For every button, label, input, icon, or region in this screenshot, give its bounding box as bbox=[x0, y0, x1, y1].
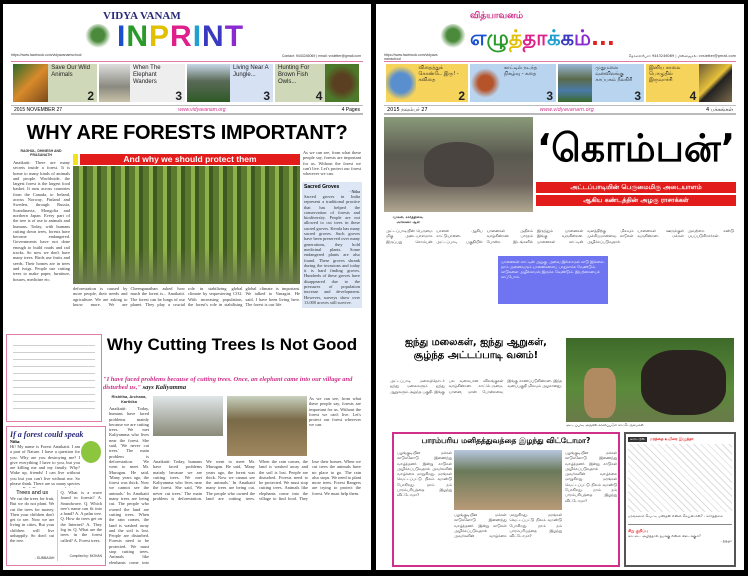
teaser-4[interactable] bbox=[275, 64, 359, 102]
teaser-3[interactable] bbox=[558, 64, 644, 102]
newsletter-title bbox=[470, 24, 615, 52]
byline-2: Rishitha, Archana, Karthika bbox=[111, 394, 147, 404]
title-letter: க bbox=[560, 26, 575, 50]
box-text: Sacred groves in India represent a traditional practice that has helped the conservation of forests and biodiversity. People are not allowed to cut trees in these sacred groves. Kerala has many sacred groves. Such groves have been preserved over many generations, they hold medicinal plants. Some endangered plants are also found. These groves shrank during the invasions and today it is hard finding groves. Hundreds of these groves have disappeared due to the pressures of population increase and development. However, surveys show over 13,000 groves still survive. bbox=[304, 194, 360, 304]
title-letter: தா bbox=[522, 26, 548, 50]
quiz bbox=[57, 490, 102, 561]
cartoon-drawing bbox=[628, 444, 732, 512]
byline: RAGHUL, DHINESH AND PRASANATH bbox=[20, 149, 62, 157]
jungle-photo bbox=[187, 64, 230, 102]
deforested-hills-photo bbox=[454, 450, 562, 510]
article-column: பழங்குடியின மக்கள் காடுகளோடு இணைந்து வாழ்ந்தனர். இன்று காடுகள் அழிக்கப்படுவதால் அவர்களின் வாழ்க்கை மாறுகிறது. மரங்கள் வெட்டப்பட்டு நிலம் வறண்டு போகிறது. நாம் நம் பாரம்பரியத்தை இழந்து விட்டோமா? bbox=[565, 450, 617, 503]
website-link[interactable]: www.vidyavanam.org bbox=[178, 106, 226, 113]
teaser-label: இனிய காலை பொழுதில் இருவாச்சி bbox=[649, 65, 681, 83]
quiz-credit: Compiled by: MOHAN bbox=[69, 554, 102, 558]
cartoon-box bbox=[624, 432, 736, 567]
teaser-page: 2 bbox=[87, 89, 94, 102]
quote-attribution: says Kaliyamma bbox=[142, 383, 187, 391]
mudumalai-photo bbox=[558, 64, 592, 102]
brand-name: VIDYA VANAM bbox=[103, 10, 181, 22]
headline-2: Why Cutting Trees Is Not Good bbox=[106, 335, 358, 354]
article-columns: அட்டப்பாடி மலைத்தொடர் ஐந்து மலைகளும் ஐந்து ஆறுகளும் சூழ்ந்த பகுதி. இங்கு பல வகையான விலங்குகள் வாழ்கின்றன. காட்டெருமை, யானை, மான் போன்றவை இங்கு காணப்படுகின்றன. இந்த வனப்பகுதி மிகவும் அழகானது. bbox=[390, 378, 562, 394]
title-letter: ம் bbox=[574, 26, 591, 50]
box-text: Hi! My name is Forest Anaikatti. I am a part of Nature. I have a question for you. Why are you destroying me? I give everything I have to you, but you are killing me and my family. Why? Wake up, friends! I can live without you but you can't live without me. So please think. There are so many species bbox=[10, 444, 80, 487]
pull-quote bbox=[103, 376, 361, 391]
article-columns: பழங்குடியின மக்கள் காடுகளோடு இணைந்து வாழ்ந்தனர். இன்று காடுகள் அழிக்கப்படுவதால் அவர்களின் வாழ்க்கை மாறுகிறது. மரங்கள் வெட்டப்பட்டு நிலம் வறண்டு போகிறது. நாம் நம் பாரம்பரியத்தை இழந்து விட்டோமா? bbox=[454, 512, 562, 539]
date-bar bbox=[384, 105, 736, 115]
article-columns: அட்டப்பாடியின் பெருமை மிகு அடையாளமாக இருப்பது கொம்பன் யானை ஆகிய காட்டுயானை. அட்டப்பாடி பகுதியில் யானைகள் அதிகம் வாழ்கின்றன. பாரதம் போன்ற இடங்களில் இருந்தும் யானைகள் இங்கு வருகின்றன. யானைகள் காட்டின் வளத்திற்கு மிகவும் முக்கியமானவை. காடுகள் அழிக்கப்படுவதால் யானைகள் ஊருக்குள் வருகின்றன. மக்கள் அவற்றை கண்டு பயப்படுகிறார்கள். bbox=[386, 228, 734, 244]
title-letter: ழு bbox=[486, 26, 509, 50]
title-letter: R bbox=[170, 20, 193, 53]
teaser-page: 3 bbox=[263, 89, 270, 102]
poem-title: Trees and us bbox=[16, 490, 49, 496]
gaur-photo bbox=[566, 338, 734, 422]
teaser-label: விதைத்துக் கொண்டே இரு! - கவிதை bbox=[418, 65, 459, 83]
teaser-page: 3 bbox=[634, 89, 641, 102]
tiger-photo bbox=[13, 64, 48, 102]
english-page bbox=[3, 4, 371, 570]
cartoon-tag: கார்ட்டூன் bbox=[630, 436, 645, 441]
website-link[interactable]: www.vidyavanam.org bbox=[539, 106, 594, 113]
forest-photo bbox=[73, 166, 300, 284]
facebook-link[interactable]: https://www.facebook.com/vidyavanamschool bbox=[11, 53, 82, 57]
title-letter: க் bbox=[547, 26, 561, 50]
teaser-3[interactable] bbox=[187, 64, 273, 102]
title-letter: T bbox=[224, 20, 245, 53]
title-letter: P bbox=[149, 20, 171, 53]
contact-info: தொலைபேசி: 9443246069 | மின்னஞ்சல்: vvsletter@gmail.com bbox=[628, 54, 736, 58]
issue-date: 2015 நவம்பர் 27 bbox=[387, 106, 428, 113]
article-column: Anaikatti: Today, humans have faced problems mainly because we are cutting trees. We met Kaliyamma who lives near the forest. She said, 'We never cut trees.' The main problem is deforestation. We went to meet Mr. Murugan. He said, 'Many years ago, the forest was thick. Now we cannot see the animals.' In Anaikatti many trees are being cut. The people who owned the land are cutting trees. When the rain comes, the land is washed away and the soil is lost. People are disturbed. Forests need to be protected. We must stop cutting trees. Animals like elephants come into bbox=[109, 406, 149, 564]
cartoon-caption: மரங்களை வெட்டி மனிதன் என்ன செய்கிறான்? - கார்த்திகை bbox=[628, 514, 723, 518]
contact-info: Contact: 9443246069 | email: vvsletter@gmail.com bbox=[281, 54, 361, 58]
brand-name: வித்யாவனம் bbox=[470, 11, 524, 21]
box-title: பாரம்பரிய மனிதத்துவத்தை இழந்து விட்டோமா? bbox=[421, 436, 591, 445]
newsletter-title bbox=[117, 22, 244, 52]
teaser-2[interactable] bbox=[470, 64, 556, 102]
title-letter: N bbox=[202, 20, 225, 53]
elephant-photo bbox=[384, 117, 533, 212]
poem bbox=[10, 490, 54, 561]
note-tag: சிறு குறிப்பு bbox=[628, 528, 648, 533]
elephant-photo bbox=[99, 64, 130, 102]
highlight-box: யானைகள் காட்டின் அழகு. அவை இல்லாமல் காடு இல்லை. நாம் அனைவரும் யானைகளைப் பாதுகாக்க வேண்டும். காடுகளை அழிக்காமல் இருக்க வேண்டும். இயற்கையைக் காப்போம். bbox=[498, 256, 608, 304]
title-letter: N bbox=[126, 20, 150, 53]
title-letter: I bbox=[117, 20, 127, 53]
teaser-label: Save Our Wild Animals bbox=[51, 65, 90, 78]
subhead-banner: அட்டப்பாடியின் பெருமைமிகு அடையாளம் bbox=[536, 182, 736, 193]
teaser-page: 3 bbox=[175, 89, 182, 102]
quote-text: "I have faced problems because of cutting trees. Once, an elephant came into our village and disturbed us," bbox=[103, 376, 353, 391]
cut-trees-photo bbox=[227, 396, 307, 456]
article-columns: Anaikatti: Today, humans have faced problems mainly because we are cutting trees. We met Kaliyamma who lives near the forest. She said, 'We never cut trees.' The main problem is deforestation. We went to meet Mr. Murugan. He said, 'Many years ago, the forest was thick. Now we cannot see the animals.' In Anaikatti many trees are being cut. The people who owned the land are cutting trees. When the rain comes, the land is washed away and the soil is lost. People are disturbed. Forests need to be protected. We must stop cutting trees. Animals like elephants come into the village to find food. They lose their homes. When we cut trees the animals have no place to go. The rain also stops. We need to plant more trees. Forest Rangers are trying to protect the forest. We must help them. bbox=[153, 459, 361, 502]
cartoon-title: மரத்தை உயிரை இழுத்தா bbox=[649, 436, 694, 441]
article-columns: deforestation is caused by more people, their needs and agriculture. We are asking to know more. We are Cheenganathan asked how much the forest is... Anaikatti. The forest can be lungs of our planet. They play a crucial role in stabilizing global climate by sequestering CO2. With increasing population, the forest's role in stabilising global climate is important. We talked to Vanagiri. He said, I have been living here. The forest is our life. bbox=[73, 286, 300, 307]
headline: WHY ARE FORESTS IMPORTANT? bbox=[26, 122, 348, 144]
drawing-box bbox=[6, 334, 102, 422]
teaser-1[interactable] bbox=[386, 64, 468, 102]
teaser-1[interactable] bbox=[13, 64, 97, 102]
title-letter: த் bbox=[508, 26, 523, 50]
box-title: Sacred Groves bbox=[304, 184, 340, 190]
headline-2: ஐந்து மலைகள், ஐந்து ஆறுகள், சூழ்ந்த அட்டப்பாடி வனம்! bbox=[405, 337, 547, 361]
child-drawing bbox=[13, 341, 95, 415]
photo-caption: அட்டப்பாடி அருகில் காணப்படும் காட்டெருமைகள் bbox=[566, 423, 644, 427]
teaser-2[interactable] bbox=[99, 64, 185, 102]
title-letter: எ bbox=[470, 26, 487, 50]
teaser-label: காட்டில் நடந்த நிகழ்வு - கதை bbox=[503, 65, 538, 77]
title-letter: ... bbox=[590, 26, 615, 50]
article-column: Anaikatti: There are many secrets inside a forest. It is home to many kinds of animals and people. Worldwide, the largest forest is the largest food basket. It runs across countries from the Canada, to Ireland, across Norway, Finland and Sweden, through Russia, Scandinavia, Mongolia and northern Japan. Every part of the tree is of use to animals and humans. Today, with humans cutting down trees, forests have become endangered. Governments have not done enough to build roads and rail tracks. So now we don't have many trees. Birds use fruits and seeds. Their homes are in trees and twigs. People use cutting trees to make paper, furniture, houses, medicine etc. bbox=[13, 160, 70, 282]
quiz-text: Q. What is a wave found in forests? A. Soundwave. Q. Which tree's name can fit into a hand? A. A palm tree. Q. How do trees get on the Internet? A. They log in. Q. What are the trees in the forest called? A. Forest trees. bbox=[60, 490, 102, 543]
yellow-marker bbox=[73, 154, 78, 165]
tree-cartoon-icon bbox=[81, 441, 101, 463]
squirrel-photo bbox=[470, 64, 501, 102]
page-count: 4 பக்கங்கள் bbox=[706, 106, 733, 113]
article-column: பழங்குடியின மக்கள் காடுகளோடு இணைந்து வாழ்ந்தனர். இன்று காடுகள் அழிக்கப்படுவதால் அவர்களின் வாழ்க்கை மாறுகிறது. மரங்கள் வெட்டப்பட்டு நிலம் வறண்டு போகிறது. நாம் நம் பாரம்பரியத்தை இழந்து விட்டோமா? bbox=[397, 450, 452, 498]
note-author: - நித்தா bbox=[720, 539, 732, 543]
vidyavanam-logo bbox=[440, 24, 466, 52]
vidyavanam-logo bbox=[85, 24, 111, 52]
hornbill-photo bbox=[699, 64, 732, 102]
article-column: As we can see, from what these people say, forests are important for us. Without the forest we can't live. Let's protect our forest wherever we can. bbox=[303, 150, 361, 177]
facebook-link[interactable]: https://www.facebook.com/vidyavanamschool bbox=[384, 53, 438, 61]
globe-plant-photo bbox=[386, 64, 416, 102]
subhead-banner: ஆகிய கண்டத்தின் அழகு ராசாக்கள் bbox=[536, 195, 736, 206]
teaser-label: Hunting For Brown Fish Owls... bbox=[278, 65, 310, 85]
stumps-photo bbox=[153, 396, 223, 436]
teaser-page: 4 bbox=[689, 89, 697, 102]
box-author: - Nitha bbox=[349, 190, 360, 194]
tradition-article-box bbox=[392, 432, 620, 567]
teaser-4[interactable] bbox=[646, 64, 732, 102]
owl-photo bbox=[325, 64, 359, 102]
teaser-label: Living Near A Jungle... bbox=[233, 65, 269, 78]
teaser-label: When The Elephant Wanders bbox=[132, 65, 161, 85]
box-title: If a forest could speak bbox=[10, 430, 84, 439]
date-bar bbox=[11, 105, 363, 115]
teaser-page: 2 bbox=[458, 89, 465, 102]
forest-speaks-box bbox=[6, 426, 106, 566]
teaser-page: 3 bbox=[546, 89, 553, 102]
subhead-banner: And why we should protect them bbox=[80, 154, 300, 165]
sacred-groves-box bbox=[302, 182, 362, 308]
note-text: காட்டை அழித்தால் நமக்கு என்ன கிடைக்கும்? bbox=[628, 534, 701, 538]
title-letter: I bbox=[192, 20, 203, 53]
poem-lines: We cut the trees for fruit, But we do not plant. We cut the trees for money, Then your children don't get to see. Now we are living in cities, But your children will live unhappily. So don't cut the tree. bbox=[10, 496, 55, 544]
issue-date: 2015 NOVEMBER 27 bbox=[14, 106, 63, 113]
teaser-label: முதுமலை வனவிலங்கு காப்பகம் நீலகிரி bbox=[595, 65, 633, 83]
headline: ‘கொம்பன்’ bbox=[536, 126, 736, 170]
byline: வாசுகி, கார்த்திகை, அர்ச்சனா ஆகி bbox=[392, 215, 424, 224]
tamil-page bbox=[376, 4, 744, 570]
article-column: As we can see, from what these people say, forests are important for us. Without the forest we can't live. Let's protect our forest wherever we can. bbox=[309, 396, 361, 428]
teaser-page: 4 bbox=[315, 89, 323, 102]
poem-author: - SUBBAIAH bbox=[34, 556, 55, 560]
page-count: 4 Pages bbox=[341, 106, 360, 113]
box-author: Nitha bbox=[10, 439, 20, 444]
